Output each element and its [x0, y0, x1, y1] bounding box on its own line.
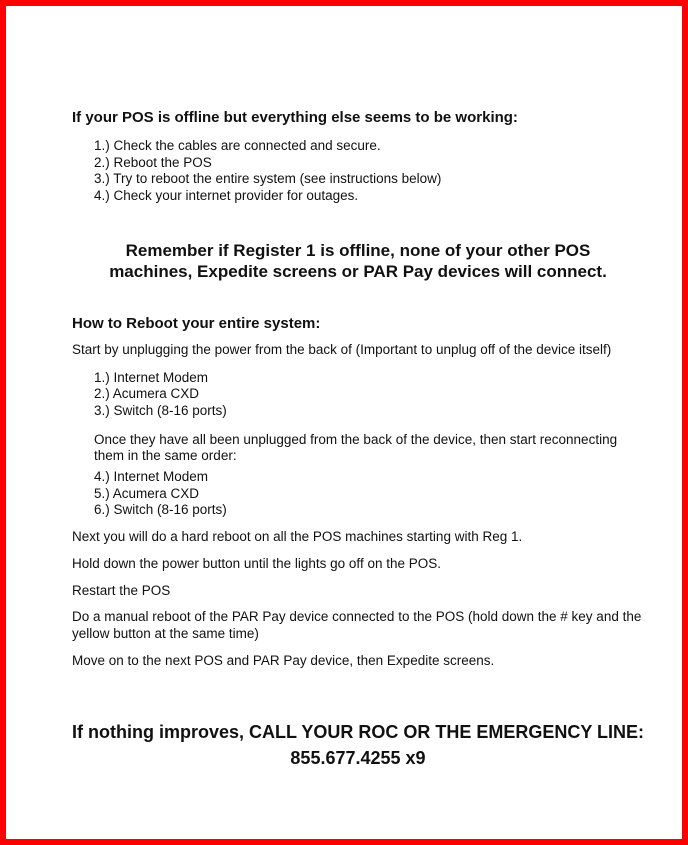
reboot-paragraph: Move on to the next POS and PAR Pay device, then Expedite screens. — [72, 652, 495, 668]
emergency-phone-number: 855.677.4255 x9 — [290, 748, 426, 769]
unplug-step: 2.) Acumera CXD — [94, 386, 200, 402]
emergency-callout — [72, 719, 644, 771]
reboot-section-heading: How to Reboot your entire system: — [72, 314, 321, 332]
unplug-step: 3.) Switch (8-16 ports) — [94, 402, 227, 418]
reboot-paragraph: Restart the POS — [72, 582, 171, 598]
unplug-steps-list — [94, 370, 644, 420]
reconnect-step: 5.) Acumera CXD — [94, 485, 200, 501]
emergency-line: If nothing improves, CALL YOUR ROC OR THE EMERGENCY LINE: — [72, 722, 645, 743]
reconnect-note-paragraph: Once they have all been unplugged from the back of the device, then start reconnecting them in the same order: — [94, 431, 618, 464]
unplug-step: 1.) Internet Modem — [94, 369, 209, 385]
reconnect-step: 6.) Switch (8-16 ports) — [94, 502, 227, 518]
offline-steps-list — [94, 138, 644, 205]
register-warning-banner — [72, 240, 644, 283]
register-warning-line-2: machines, Expedite screens or PAR Pay devices will connect. — [109, 262, 607, 282]
reconnect-steps-list — [94, 469, 644, 519]
reconnect-step: 4.) Internet Modem — [94, 469, 209, 485]
reboot-paragraph: Next you will do a hard reboot on all the POS machines starting with Reg 1. — [72, 529, 523, 545]
offline-step: 2.) Reboot the POS — [94, 154, 212, 170]
register-warning-line-1: Remember if Register 1 is offline, none of your other POS — [125, 240, 591, 260]
offline-step: 4.) Check your internet provider for outages. — [94, 188, 359, 204]
offline-step: 1.) Check the cables are connected and secure. — [94, 138, 381, 153]
reboot-paragraph: Hold down the power button until the lights go off on the POS. — [72, 555, 441, 571]
document-content — [6, 6, 682, 771]
reboot-paragraph: Do a manual reboot of the PAR Pay device connected to the POS (hold down the # key and the yellow button at the same time) — [72, 609, 642, 641]
reboot-intro-paragraph: Start by unplugging the power from the back of (Important to unplug off of the device itself) — [72, 341, 612, 357]
offline-step: 3.) Try to reboot the entire system (see instructions below) — [94, 171, 442, 187]
offline-section-heading: If your POS is offline but everything else seems to be working: — [72, 109, 518, 126]
